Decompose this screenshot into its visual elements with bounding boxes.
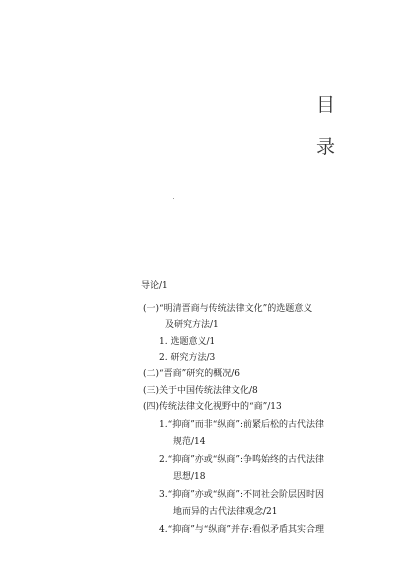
toc-entry-section-3: (三)关于中国传统法律文化/8 [143, 386, 258, 396]
toc-entry-section-4-3-continued: 地而异的古代法律观念/21 [173, 507, 278, 517]
contents-heading-char-2: 录 [316, 136, 336, 158]
toc-entry-section-1: (一)“明清晋商与传统法律文化”的选题意义 [143, 304, 313, 314]
toc-entry-section-1-continued: 及研究方法/1 [165, 320, 219, 330]
toc-entry-section-2: (二)“晋商”研究的概况/6 [143, 369, 240, 379]
toc-entry-section-4-1-continued: 规范/14 [173, 437, 206, 447]
toc-entry-section-1-1: 1. 选题意义/1 [159, 337, 216, 347]
toc-entry-intro: 导论/1 [141, 281, 168, 291]
toc-entry-section-4-4: 4.“抑商”与“纵商”并存:看似矛盾其实合理 [159, 525, 325, 535]
toc-entry-section-1-2: 2. 研究方法/3 [159, 353, 216, 363]
toc-entry-section-4-1: 1.“抑商”而非“纵商”:前紧后松的古代法律 [159, 420, 325, 430]
toc-entry-section-4: (四)传统法律文化视野中的“商”/13 [143, 402, 282, 412]
toc-entry-section-4-3: 3.“抑商”亦或“纵商”:不同社会阶层因时因 [159, 490, 325, 500]
contents-heading-char-1: 目 [316, 94, 336, 116]
toc-entry-section-4-2-continued: 思想/18 [173, 472, 206, 482]
toc-entry-section-4-2: 2.“抑商”亦或“纵商”:争鸣始终的古代法律 [159, 455, 325, 465]
